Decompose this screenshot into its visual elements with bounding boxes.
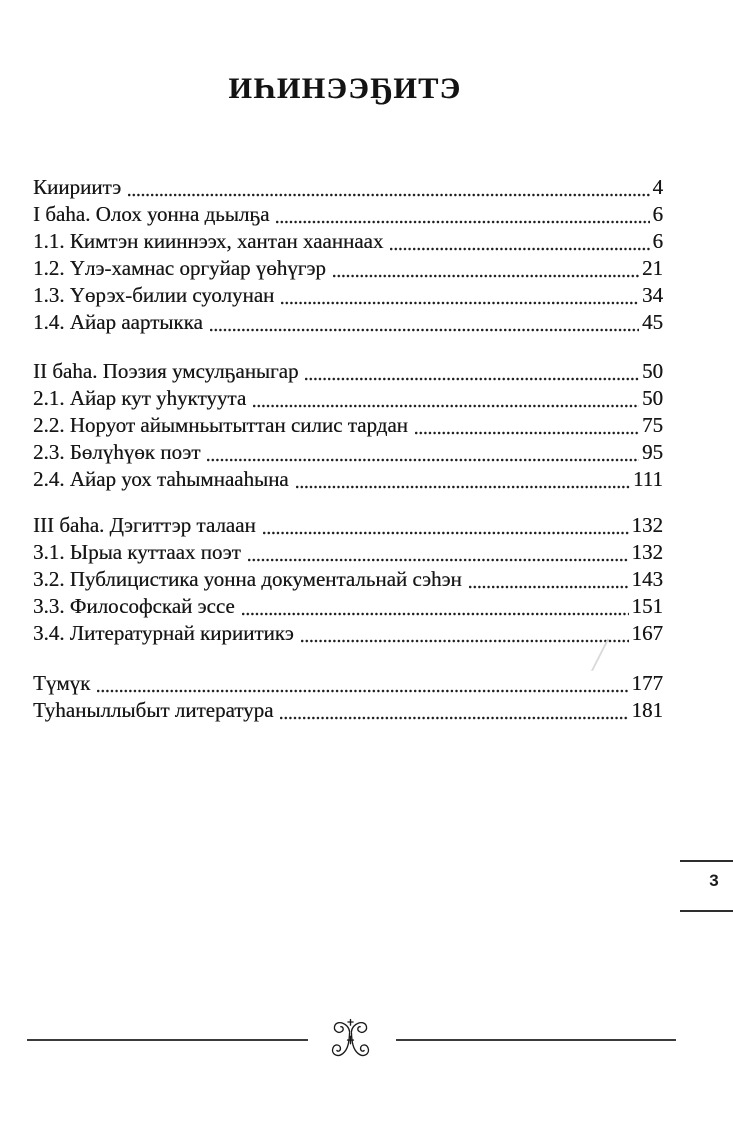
toc-entry-page: 50: [642, 386, 663, 410]
toc-leader-dots: [305, 376, 639, 382]
toc-leader-dots: [469, 584, 629, 590]
toc-entry: [33, 283, 663, 310]
toc-entry: [33, 386, 663, 413]
toc-leader-dots: [390, 246, 649, 252]
toc-entry-label: Киириитэ: [33, 175, 122, 199]
page-number-rule-bottom: [680, 910, 733, 912]
toc-entry-label: I баһа. Олох уонна дьылҕа: [33, 202, 270, 226]
toc-group-intro: [33, 175, 663, 337]
toc-leader-dots: [281, 300, 639, 306]
toc-entry: [33, 567, 663, 594]
toc-leader-dots: [301, 638, 629, 644]
toc-entry: [33, 202, 663, 229]
toc-entry-label: 2.4. Айар уох таһымнааһына: [33, 467, 289, 491]
toc-entry-page: 21: [642, 256, 663, 280]
toc-entry-page: 6: [652, 229, 663, 253]
toc-entry-page: 143: [631, 567, 663, 591]
toc-entry-label: 2.3. Бөлүһүөк поэт: [33, 440, 201, 464]
toc-entry-label: 1.3. Үөрэх-билии суолунан: [33, 283, 275, 307]
toc-leader-dots: [248, 557, 629, 563]
toc-leader-dots: [263, 530, 629, 536]
footer-rule-right: [396, 1039, 676, 1041]
toc-leader-dots: [415, 430, 639, 436]
toc-leader-dots: [276, 219, 649, 225]
toc-entry-label: 2.2. Норуот айымньытыттан силис тардан: [33, 413, 408, 437]
toc-group-chapter-3: [33, 513, 663, 648]
toc-entry-label: 3.2. Публицистика уонна документальнай сэһэн: [33, 567, 462, 591]
toc-leader-dots: [280, 715, 628, 721]
toc-leader-dots: [296, 484, 630, 490]
page-number-rule-top: [680, 860, 733, 862]
toc-entry-page: 151: [631, 594, 663, 618]
toc-entry-label: 3.4. Литературнай кириитикэ: [33, 621, 294, 645]
toc-entry-page: 95: [642, 440, 663, 464]
toc-entry: [33, 229, 663, 256]
footer-rule-left: [27, 1039, 308, 1041]
toc-entry-label: Түмүк: [33, 671, 91, 695]
toc-entry: [33, 594, 663, 621]
toc-entry: [33, 621, 663, 648]
toc-entry-page: 45: [642, 310, 663, 334]
toc-leader-dots: [210, 327, 639, 333]
toc-entry: [33, 175, 663, 202]
toc-entry-page: 34: [642, 283, 663, 307]
toc-entry: [33, 310, 663, 337]
toc-entry-page: 50: [642, 359, 663, 383]
toc-entry-label: III баһа. Дэгиттэр талаан: [33, 513, 256, 537]
toc-entry-label: II баһа. Поэзия умсулҕаныгар: [33, 359, 299, 383]
toc-entry-label: 1.1. Кимтэн кииннээх, хантан хааннаах: [33, 229, 384, 253]
toc-entry-page: 132: [631, 513, 663, 537]
toc-leader-dots: [97, 688, 628, 694]
toc-leader-dots: [333, 273, 639, 279]
toc-entry-page: 167: [631, 621, 663, 645]
toc-leader-dots: [128, 192, 649, 198]
toc-entry-page: 181: [631, 698, 663, 722]
toc-entry-page: 4: [652, 175, 663, 199]
toc-entry-label: 1.2. Үлэ-хамнас оргуйар үөһүгэр: [33, 256, 326, 280]
toc-entry-label: Туһаныллыбыт литература: [33, 698, 274, 722]
toc-entry: [33, 467, 663, 494]
toc-entry: [33, 256, 663, 283]
page-title: ИҺИНЭЭҔИТЭ: [228, 72, 462, 105]
toc-entry: [33, 359, 663, 386]
toc-entry-label: 3.1. Ырыа куттаах поэт: [33, 540, 241, 564]
toc-group-conclusion: [33, 671, 663, 725]
toc-entry: [33, 513, 663, 540]
toc-leader-dots: [242, 611, 629, 617]
toc-entry: [33, 671, 663, 698]
page-number: 3: [709, 871, 719, 890]
toc-entry-page: 75: [642, 413, 663, 437]
toc-group-chapter-2: [33, 359, 663, 494]
toc-entry-page: 6: [652, 202, 663, 226]
toc-entry-label: 2.1. Айар кут уһуктуута: [33, 386, 247, 410]
toc-entry-page: 177: [631, 671, 663, 695]
toc-entry: [33, 540, 663, 567]
toc-entry-page: 111: [633, 467, 663, 491]
yakut-lyre-ornament-icon: [330, 1017, 371, 1065]
table-of-contents: [33, 175, 663, 725]
toc-entry-page: 132: [631, 540, 663, 564]
toc-entry-label: 1.4. Айар аартыкка: [33, 310, 203, 334]
toc-entry-label: 3.3. Философскай эссе: [33, 594, 235, 618]
toc-leader-dots: [207, 457, 639, 463]
toc-entry: [33, 413, 663, 440]
toc-entry: [33, 440, 663, 467]
toc-entry: [33, 698, 663, 725]
toc-leader-dots: [253, 403, 639, 409]
